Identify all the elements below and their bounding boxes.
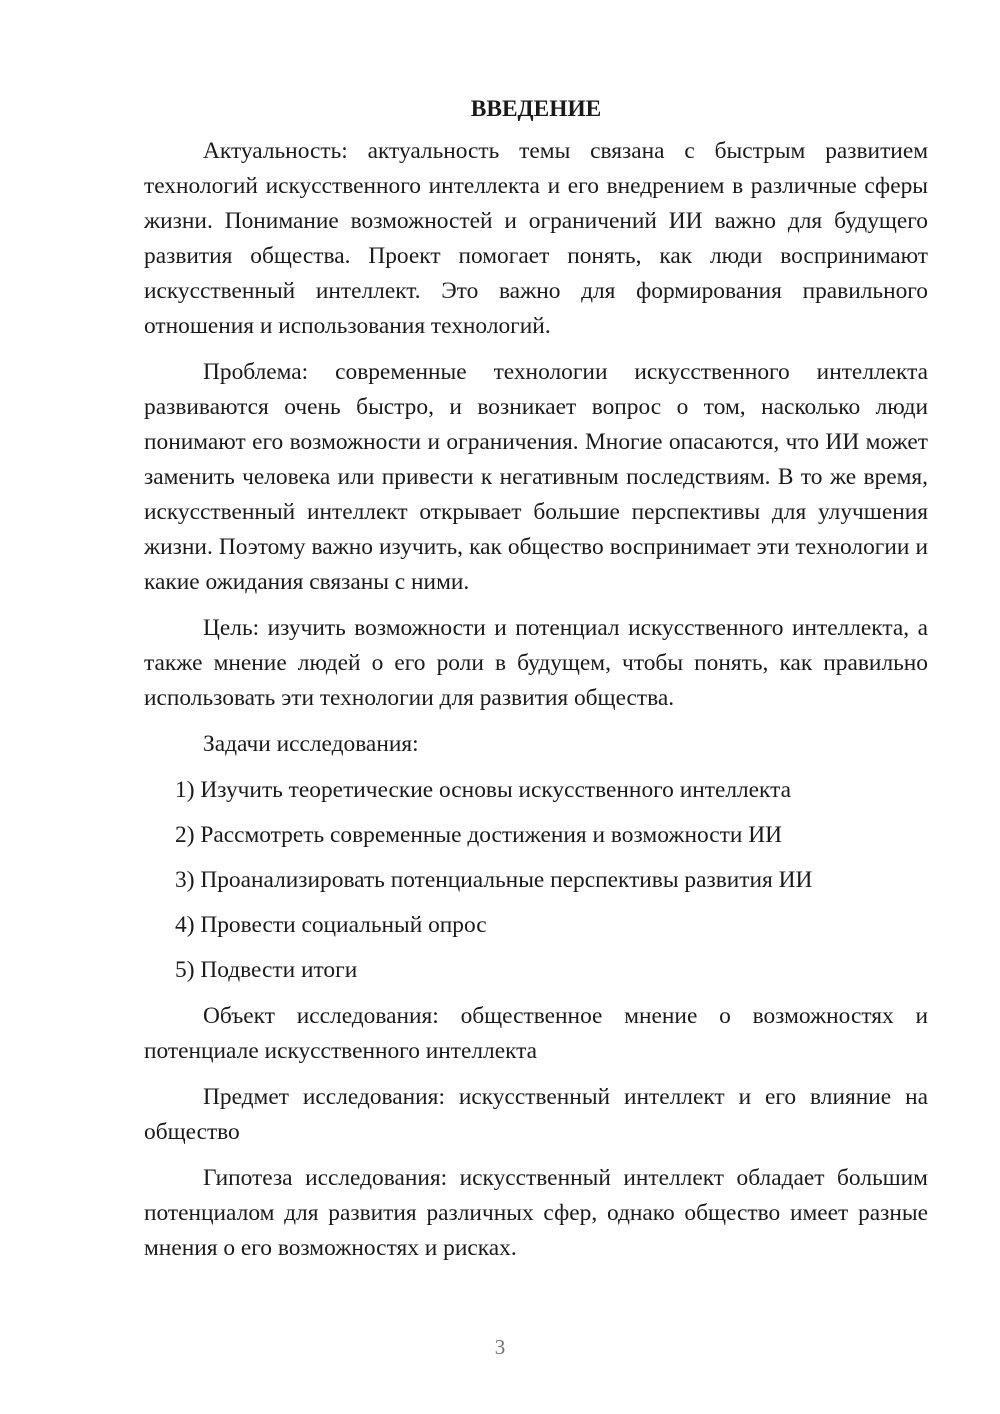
- problem-paragraph: Проблема: современные технологии искусственного интеллекта развиваются очень быстро, и возникает вопрос о том, насколько люди понимают его возможности и ограничения. Многие опасаются, что ИИ может заменить человека или привести к негативным последствиям. В то же время, искусственный интеллект открывает большие перспективы для улучшения жизни. Поэтому важно изучить, как общество воспринимает эти технологии и какие ожидания связаны с ними.: [144, 359, 928, 595]
- task-item: 3) Проанализировать потенциальные перспективы развития ИИ: [175, 867, 813, 893]
- goal-paragraph: Цель: изучить возможности и потенциал искусственного интеллекта, а также мнение людей о его роли в будущем, чтобы понять, как правильно использовать эти технологии для развития общества.: [144, 615, 928, 711]
- section-title: ВВЕДЕНИЕ: [470, 96, 602, 122]
- tasks-label: Задачи исследования:: [203, 731, 419, 757]
- hypothesis-paragraph: Гипотеза исследования: искусственный интеллект обладает большим потенциалом для развития различных сфер, однако общество имеет разные мнения о его возможностях и рисках.: [144, 1165, 928, 1261]
- object-paragraph: Объект исследования: общественное мнение о возможностях и потенциале искусственного интеллекта: [144, 1003, 928, 1064]
- tasks-list: [144, 773, 928, 988]
- task-item: 5) Подвести итоги: [175, 957, 358, 983]
- task-item: 4) Провести социальный опрос: [175, 912, 487, 938]
- page-number: 3: [494, 1335, 506, 1359]
- task-item: 1) Изучить теоретические основы искусственного интеллекта: [175, 777, 792, 803]
- relevance-paragraph: Актуальность: актуальность темы связана с быстрым развитием технологий искусственного интеллекта и его внедрением в различные сферы жизни. Понимание возможностей и ограничений ИИ важно для будущего развития общества. Проект помогает понять, как люди воспринимают искусственный интеллект. Это важно для формирования правильного отношения и использования технологий.: [144, 138, 928, 339]
- subject-paragraph: Предмет исследования: искусственный интеллект и его влияние на общество: [144, 1084, 928, 1145]
- document-page: [144, 92, 928, 1277]
- task-item: 2) Рассмотреть современные достижения и возможности ИИ: [175, 822, 783, 848]
